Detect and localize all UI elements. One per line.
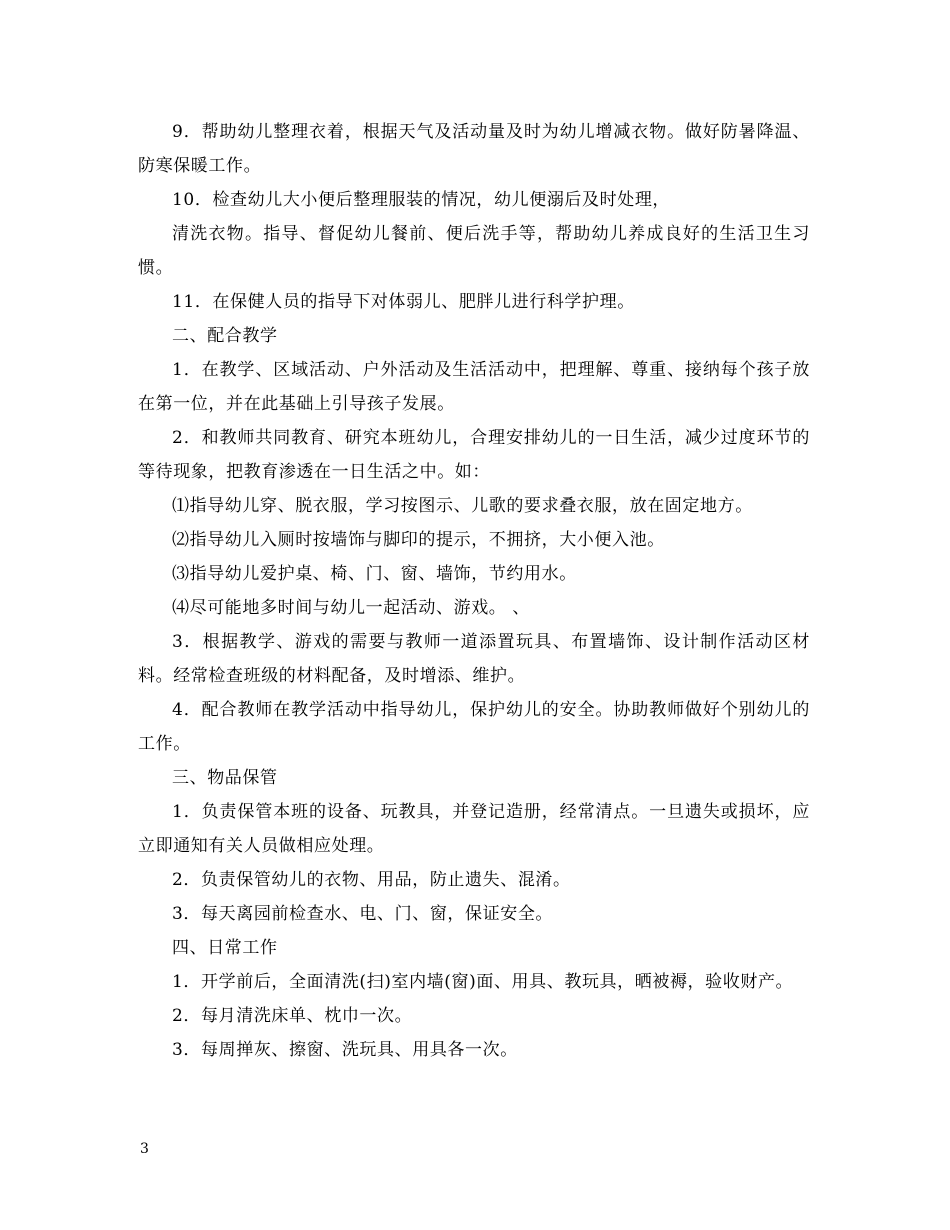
list-item: ⑶指导幼儿爱护桌、椅、门、窗、墙饰，节约用水。: [172, 564, 577, 584]
paragraph: 1．在教学、区域活动、户外活动及生活活动中，把理解、尊重、接纳每个孩子放在第一位，并在此基础上引导孩子发展。: [138, 360, 810, 414]
page-number: 3: [140, 1141, 149, 1157]
paragraph: 1．负责保管本班的设备、玩教具，并登记造册，经常清点。一旦遗失或损坏，应立即通知有关人员做相应处理。: [138, 802, 810, 856]
section-heading: 二、配合教学: [172, 326, 278, 346]
paragraph: 11．在保健人员的指导下对体弱儿、肥胖儿进行科学护理。: [172, 292, 635, 312]
paragraph: 4．配合教师在教学活动中指导幼儿，保护幼儿的安全。协助教师做好个别幼儿的工作。: [138, 700, 810, 754]
document-body: [138, 115, 810, 1067]
paragraph: 2．每月清洗床单、枕巾一次。: [172, 1006, 413, 1026]
section-heading: 四、日常工作: [172, 938, 278, 958]
paragraph: 清洗衣物。指导、督促幼儿餐前、便后洗手等，帮助幼儿养成良好的生活卫生习惯。: [138, 224, 810, 278]
paragraph: 10．检查幼儿大小便后整理服装的情况，幼儿便溺后及时处理，: [172, 190, 671, 210]
paragraph: 2．负责保管幼儿的衣物、用品，防止遗失、混淆。: [172, 870, 571, 890]
paragraph: 3．每周掸灰、擦窗、洗玩具、用具各一次。: [172, 1040, 518, 1060]
paragraph: 3．根据教学、游戏的需要与教师一道添置玩具、布置墙饰、设计制作活动区材料。经常检查班级的材料配备，及时增添、维护。: [138, 632, 810, 686]
paragraph: 3．每天离园前检查水、电、门、窗，保证安全。: [172, 904, 554, 924]
paragraph: 2．和教师共同教育、研究本班幼儿，合理安排幼儿的一日生活，减少过度环节的等待现象，把教育渗透在一日生活之中。如：: [138, 428, 810, 482]
list-item: ⑷尽可能地多时间与幼儿一起活动、游戏。 、: [172, 598, 531, 618]
list-item: ⑴指导幼儿穿、脱衣服，学习按图示、儿歌的要求叠衣服，放在固定地方。: [172, 496, 753, 516]
section-heading: 三、物品保管: [172, 768, 278, 788]
list-item: ⑵指导幼儿入厕时按墙饰与脚印的提示，不拥挤，大小便入池。: [172, 530, 665, 550]
paragraph: 9．帮助幼儿整理衣着，根据天气及活动量及时为幼儿增减衣物。做好防暑降温、防寒保暖工作。: [138, 122, 810, 176]
paragraph: 1．开学前后，全面清洗(扫)室内墙(窗)面、用具、教玩具，晒被褥，验收财产。: [172, 972, 794, 992]
